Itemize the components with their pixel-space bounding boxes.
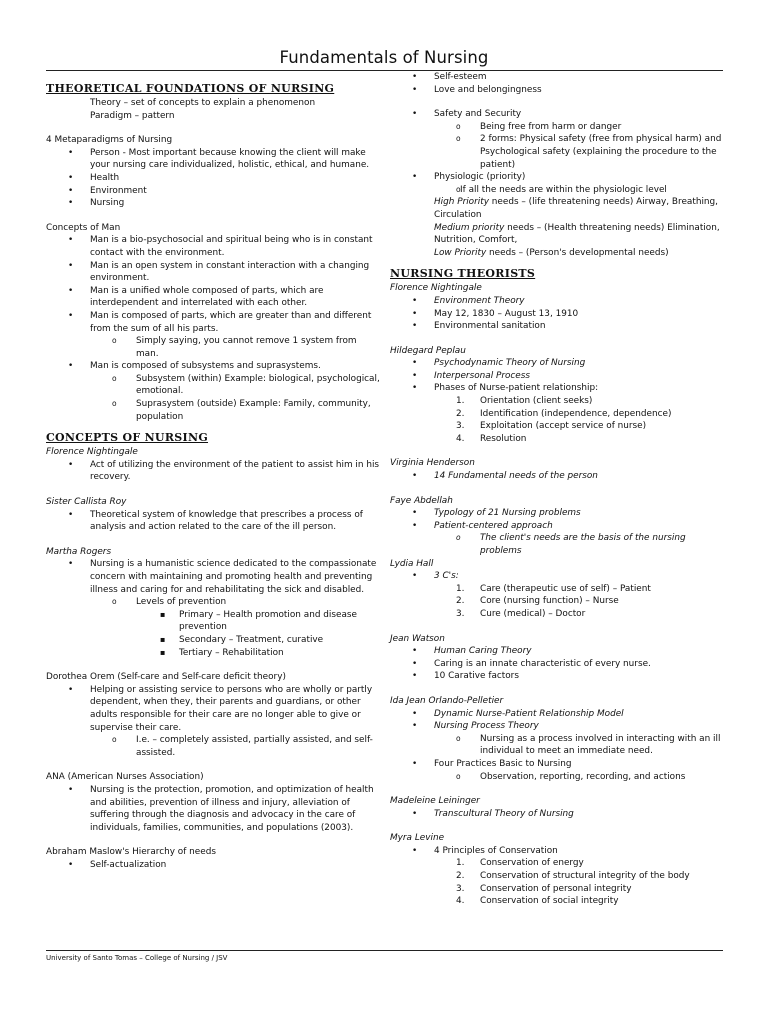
- sub-list-item: o 2 forms: Physical safety (free from physical harm) and Psychological safety (explaining the procedure to the patient): [390, 133, 723, 171]
- rogers-name: Martha Rogers: [46, 546, 112, 557]
- list-item: • Nursing: [46, 197, 380, 210]
- levels-item: ▪ Primary – Health promotion and disease prevention: [46, 609, 380, 634]
- list-item: • Patient-centered approach: [390, 520, 723, 533]
- theorist-name: Ida Jean Orlando-Pelletier: [390, 695, 504, 706]
- medium-priority-line: Medium priority needs – (Health threatening needs) Elimination, Nutrition, Comfort,: [434, 222, 720, 246]
- list-item: • Four Practices Basic to Nursing: [390, 758, 723, 771]
- list-item: • Typology of 21 Nursing problems: [390, 507, 723, 520]
- left-column: [46, 80, 380, 871]
- sub-list-item: o Levels of prevention: [46, 596, 380, 609]
- low-priority-line: Low Priority needs – (Person's developmental needs): [434, 247, 669, 258]
- right-column: [390, 71, 723, 908]
- list-item: • Man is composed of subsystems and suprasystems.: [46, 360, 380, 373]
- theorist-name: Virginia Henderson: [390, 458, 475, 469]
- concepts-of-man-list: [46, 234, 380, 423]
- list-item: • Nursing Process Theory: [390, 720, 723, 733]
- numbered-item: 4. Conservation of social integrity: [456, 896, 619, 907]
- list-item: • Transcultural Theory of Nursing: [390, 808, 723, 821]
- list-item: • Nursing is a humanistic science dedicated to the compassionate concern with maintaining and promoting health and preventing illness and caring for and rehabilitating the sick and disabled.: [46, 558, 380, 596]
- list-item: • Man is a bio-psychosocial and spiritual being who is in constant contact with the environment.: [46, 234, 380, 259]
- roy-name: Sister Callista Roy: [46, 497, 127, 508]
- high-priority-line: High Priority needs – (life threatening needs) Airway, Breathing, Circulation: [434, 197, 718, 220]
- list-item: • Love and belongingness: [390, 84, 723, 97]
- sub-list-item: o Nursing as a process involved in interacting with an ill individual to meet an immediate need.: [390, 733, 723, 758]
- metaparadigms-list: [46, 147, 380, 210]
- ana-name: ANA (American Nurses Association): [46, 772, 204, 783]
- sub-list-item: o Subsystem (within) Example: biological, psychological, emotional.: [46, 373, 380, 398]
- levels-item: ▪ Secondary – Treatment, curative: [46, 634, 380, 647]
- list-item: • Health: [46, 172, 380, 185]
- theorist-name: Jean Watson: [390, 633, 445, 644]
- theorist-name: Florence Nightingale: [390, 283, 482, 294]
- section-heading-theoretical: THEORETICAL FOUNDATIONS OF NURSING: [46, 82, 335, 95]
- sub-list-item: o The client's needs are the basis of the nursing problems: [390, 532, 723, 557]
- list-item: • May 12, 1830 – August 13, 1910: [390, 308, 723, 321]
- list-item: • Self-esteem: [390, 71, 723, 84]
- sub-list-item: o Being free from harm or danger: [390, 121, 723, 134]
- section-heading-concepts: CONCEPTS OF NURSING: [46, 431, 209, 445]
- theorist-name: Hildegard Peplau: [390, 345, 466, 356]
- numbered-item: 1. Orientation (client seeks): [456, 396, 593, 407]
- list-item: • Phases of Nurse-patient relationship:: [390, 382, 723, 395]
- numbered-item: 2. Identification (independence, dependence): [456, 408, 672, 419]
- list-item: • Man is a unified whole composed of parts, which are interdependent and interrelated with each other.: [46, 285, 380, 310]
- footer-rule: [46, 950, 723, 951]
- numbered-item: 3. Exploitation (accept service of nurse): [456, 421, 647, 432]
- list-item: • Environment: [46, 185, 380, 198]
- list-item: • 14 Fundamental needs of the person: [390, 470, 723, 483]
- sub-list-item: o Simply saying, you cannot remove 1 system from man.: [46, 335, 380, 360]
- theorist-name: Lydia Hall: [390, 558, 434, 569]
- list-item: • Act of utilizing the environment of the patient to assist him in his recovery.: [46, 459, 380, 484]
- theorist-name: Madeleine Leininger: [390, 796, 480, 807]
- sub-list-item: o If all the needs are within the physiologic level: [390, 184, 723, 197]
- list-item: • Caring is an innate characteristic of every nurse.: [390, 658, 723, 671]
- page-footer: University of Santo Tomas – College of Nursing / JSV: [46, 954, 228, 962]
- list-item: • Theoretical system of knowledge that prescribes a process of analysis and action related to the care of the ill person.: [46, 509, 380, 534]
- section-heading-theorists: NURSING THEORISTS: [390, 267, 536, 281]
- list-item: • Nursing is the protection, promotion, and optimization of health and abilities, prevention of illness and injury, alleviation of suffering through the diagnosis and advocacy in the care of individuals, families, communities, and populations (2003).: [46, 784, 380, 834]
- theorist-name: Faye Abdellah: [390, 495, 453, 506]
- list-item: • 10 Carative factors: [390, 670, 723, 683]
- list-item: • Interpersonal Process: [390, 370, 723, 383]
- theorist-name: Myra Levine: [390, 833, 445, 844]
- numbered-item: 3. Conservation of personal integrity: [456, 883, 632, 894]
- list-item: • 4 Principles of Conservation: [390, 845, 723, 858]
- list-item: • Dynamic Nurse-Patient Relationship Model: [390, 708, 723, 721]
- paradigm-definition: Paradigm – pattern: [90, 110, 175, 121]
- list-item: • Man is composed of parts, which are greater than and different from the sum of all his parts.: [46, 310, 380, 335]
- numbered-item: 2. Core (nursing function) – Nurse: [456, 596, 619, 607]
- numbered-item: 3. Cure (medical) – Doctor: [456, 608, 586, 619]
- maslow-title: Abraham Maslow's Hierarchy of needs: [46, 847, 216, 858]
- page-title: Fundamentals of Nursing: [279, 48, 489, 67]
- list-item: • Person - Most important because knowing the client will make your nursing care individualized, holistic, ethical, and humane.: [46, 147, 380, 172]
- orem-name: Dorothea Orem (Self-care and Self-care deficit theory): [46, 672, 286, 683]
- theory-definition: Theory – set of concepts to explain a phenomenon: [90, 98, 316, 108]
- list-item: • Environment Theory: [390, 295, 723, 308]
- list-item: • Psychodynamic Theory of Nursing: [390, 357, 723, 370]
- numbered-item: 2. Conservation of structural integrity of the body: [456, 871, 690, 882]
- list-item: • Man is an open system in constant interaction with a changing environment.: [46, 260, 380, 285]
- numbered-item: 1. Care (therapeutic use of self) – Patient: [456, 583, 651, 594]
- list-item: • Self-actualization: [46, 859, 380, 872]
- list-item: • Physiologic (priority): [390, 171, 723, 184]
- nightingale-name: Florence Nightingale: [46, 447, 138, 458]
- metaparadigms-title: 4 Metaparadigms of Nursing: [46, 135, 173, 146]
- list-item: • Helping or assisting service to persons who are wholly or partly dependent, when they, their parents and guardians, or other adults responsible for their care are no longer able to give or supervise their care.: [46, 684, 380, 734]
- levels-item: ▪ Tertiary – Rehabilitation: [46, 647, 380, 660]
- numbered-item: 1. Conservation of energy: [456, 858, 584, 869]
- list-item: • Human Caring Theory: [390, 645, 723, 658]
- numbered-item: 4. Resolution: [456, 433, 527, 444]
- list-item: • Safety and Security: [390, 108, 723, 121]
- concepts-of-man-title: Concepts of Man: [46, 222, 121, 233]
- sub-list-item: o I.e. – completely assisted, partially assisted, and self-assisted.: [46, 734, 380, 759]
- sub-list-item: o Suprasystem (outside) Example: Family, community, population: [46, 398, 380, 423]
- sub-list-item: o Observation, reporting, recording, and actions: [390, 771, 723, 784]
- list-item: • Environmental sanitation: [390, 320, 723, 333]
- list-item: • 3 C's:: [390, 570, 723, 583]
